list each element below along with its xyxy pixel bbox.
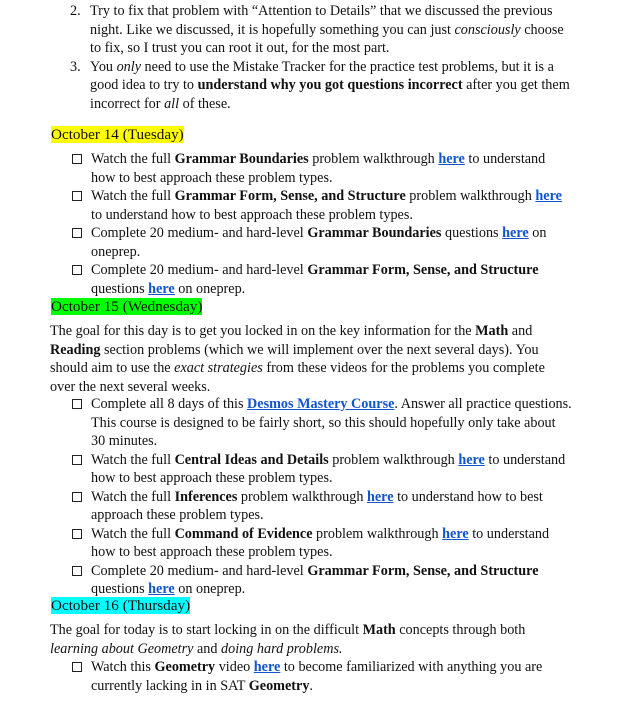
checklist-item	[72, 187, 572, 224]
here-link[interactable]: here	[535, 188, 562, 204]
checkbox[interactable]	[72, 662, 82, 672]
emphasis-text: learning about Geometry	[50, 640, 194, 657]
bold-text: Grammar Form, Sense, and Structure	[307, 562, 539, 579]
paragraph-text: The goal for this day is to get you locked in on the key information for the	[50, 323, 476, 339]
item-text: to become familiarized with anything you are currently lacking in in SAT	[91, 659, 543, 694]
item-text: Watch the full	[91, 525, 175, 542]
item-text: problem walkthrough	[405, 188, 536, 204]
item-text: to understand how to best approach these problem types.	[91, 525, 550, 560]
item-text: problem walkthrough	[308, 151, 439, 167]
here-link[interactable]: here	[458, 451, 485, 468]
item-text: video	[215, 659, 254, 675]
here-link[interactable]: here	[502, 225, 529, 241]
emphasis-text: exact strategies	[174, 360, 263, 376]
bold-text: Reading	[50, 341, 101, 358]
item-text: Watch the full	[91, 188, 175, 204]
checklist-item	[72, 261, 572, 298]
here-link[interactable]: here	[438, 151, 465, 167]
item-number: 2.	[70, 3, 81, 19]
item-text: Complete all 8 days of this	[91, 396, 248, 412]
checkbox[interactable]	[72, 399, 82, 409]
bold-text: Grammar Form, Sense, and Structure	[307, 262, 539, 278]
bold-text: Geometry	[154, 659, 216, 675]
item-text: Complete 20 medium- and hard-level	[91, 225, 308, 241]
checklist-item	[72, 658, 572, 695]
item-text: problem walkthrough	[237, 488, 367, 505]
checklist-item	[72, 488, 572, 525]
here-link[interactable]: here	[366, 488, 394, 505]
checkbox[interactable]	[72, 566, 82, 576]
bold-text: Inferences	[174, 488, 238, 505]
bold-text: Grammar Form, Sense, and Structure	[174, 188, 406, 204]
item-text: questions	[91, 280, 149, 297]
paragraph-text: and	[508, 323, 533, 339]
checkbox[interactable]	[72, 154, 82, 164]
item-text: .	[309, 677, 313, 694]
bold-text: Math	[362, 622, 396, 638]
emphasis-text: only	[116, 58, 141, 75]
item-text: of these.	[179, 95, 231, 112]
bold-text: understand why you got questions incorrect	[197, 77, 463, 93]
desmos-course-link[interactable]: Desmos Mastery Course	[247, 396, 395, 412]
checklist-oct16	[72, 658, 572, 695]
here-link[interactable]: here	[148, 581, 175, 597]
emphasis-text: consciously	[454, 21, 521, 38]
bold-text: Command of Evidence	[174, 525, 313, 542]
emphasis-text: doing hard problems.	[221, 640, 343, 657]
heading-text: October 15 (Wednesday)	[51, 298, 203, 315]
section-heading-oct16	[50, 596, 191, 615]
item-text: Try to fix that problem with “Attention to Details” that we discussed the previous night. Like we discussed, it is hopefully something you can just	[90, 3, 553, 38]
intro-paragraph-oct15	[50, 322, 570, 396]
here-link[interactable]: here	[442, 525, 469, 542]
numbered-list	[70, 2, 570, 113]
bold-text: Central Ideas and Details	[174, 451, 329, 468]
item-text: choose to fix, so I trust you can root it out, for the most part.	[90, 21, 564, 56]
item-text: Complete 20 medium- and hard-level	[91, 262, 308, 278]
paragraph-text: and	[193, 640, 222, 657]
checklist-item	[72, 525, 572, 562]
item-text: questions	[91, 581, 149, 597]
item-text: to understand how to best approach these problem types.	[91, 151, 546, 186]
item-text: need to use the Mistake Tracker for the practice test problems, but it is a good idea to try to	[90, 58, 554, 93]
checklist-oct14	[72, 150, 572, 298]
item-text: to understand how to best approach these problem types.	[91, 206, 413, 223]
section-heading-oct14	[50, 125, 185, 144]
paragraph-text: The goal for today is to start locking in on the difficult	[50, 622, 363, 638]
numbered-item-3	[70, 58, 570, 114]
here-link[interactable]: here	[148, 280, 175, 297]
checklist-item	[72, 395, 572, 451]
item-text: to understand how to best approach these problem types.	[91, 488, 543, 523]
item-text: questions	[441, 225, 503, 241]
checklist-item	[72, 562, 572, 599]
item-text: problem walkthrough	[328, 451, 459, 468]
item-text: problem walkthrough	[312, 525, 443, 542]
paragraph-text: section problems (which we will implement over the next several days). You should aim to use the	[50, 341, 539, 376]
bold-text: Geometry	[248, 677, 310, 694]
checkbox[interactable]	[72, 529, 82, 539]
item-text: Watch the full	[91, 488, 175, 505]
item-text: on oneprep.	[174, 581, 246, 597]
intro-paragraph-oct16	[50, 621, 570, 658]
item-text: . Answer all practice questions. This course is designed to be fairly short, so this should hopefully only take about 30 minutes.	[91, 396, 572, 449]
emphasis-text: all	[164, 95, 180, 112]
bold-text: Math	[475, 323, 509, 339]
checkbox[interactable]	[72, 228, 82, 238]
checklist-item	[72, 150, 572, 187]
heading-text: October 14 (Tuesday)	[51, 126, 184, 143]
numbered-item-2	[70, 2, 570, 58]
checkbox[interactable]	[72, 455, 82, 465]
checkbox[interactable]	[72, 492, 82, 502]
item-text: to understand how to best approach these problem types.	[91, 451, 566, 486]
item-text: Watch the full	[91, 151, 175, 167]
item-text: You	[90, 58, 117, 75]
bold-text: Grammar Boundaries	[307, 225, 442, 241]
item-number: 3.	[70, 58, 81, 75]
checklist-oct15	[72, 395, 572, 599]
heading-text: October 16 (Thursday)	[51, 597, 191, 614]
bold-text: Grammar Boundaries	[174, 151, 309, 167]
item-text: Watch the full	[91, 451, 175, 468]
here-link[interactable]: here	[253, 659, 281, 675]
section-heading-oct15	[50, 297, 203, 316]
checkbox[interactable]	[72, 265, 82, 275]
item-text: on oneprep.	[91, 225, 547, 260]
checklist-item	[72, 451, 572, 488]
item-text: after you get them incorrect for	[90, 77, 570, 112]
paragraph-text: from these videos for the problems you complete over the next several weeks.	[50, 360, 545, 395]
paragraph-text: concepts through both	[395, 622, 526, 638]
item-text: on oneprep.	[174, 280, 246, 297]
checklist-item	[72, 224, 572, 261]
checkbox[interactable]	[72, 191, 82, 201]
item-text: Watch this	[91, 659, 155, 675]
item-text: Complete 20 medium- and hard-level	[91, 562, 308, 579]
